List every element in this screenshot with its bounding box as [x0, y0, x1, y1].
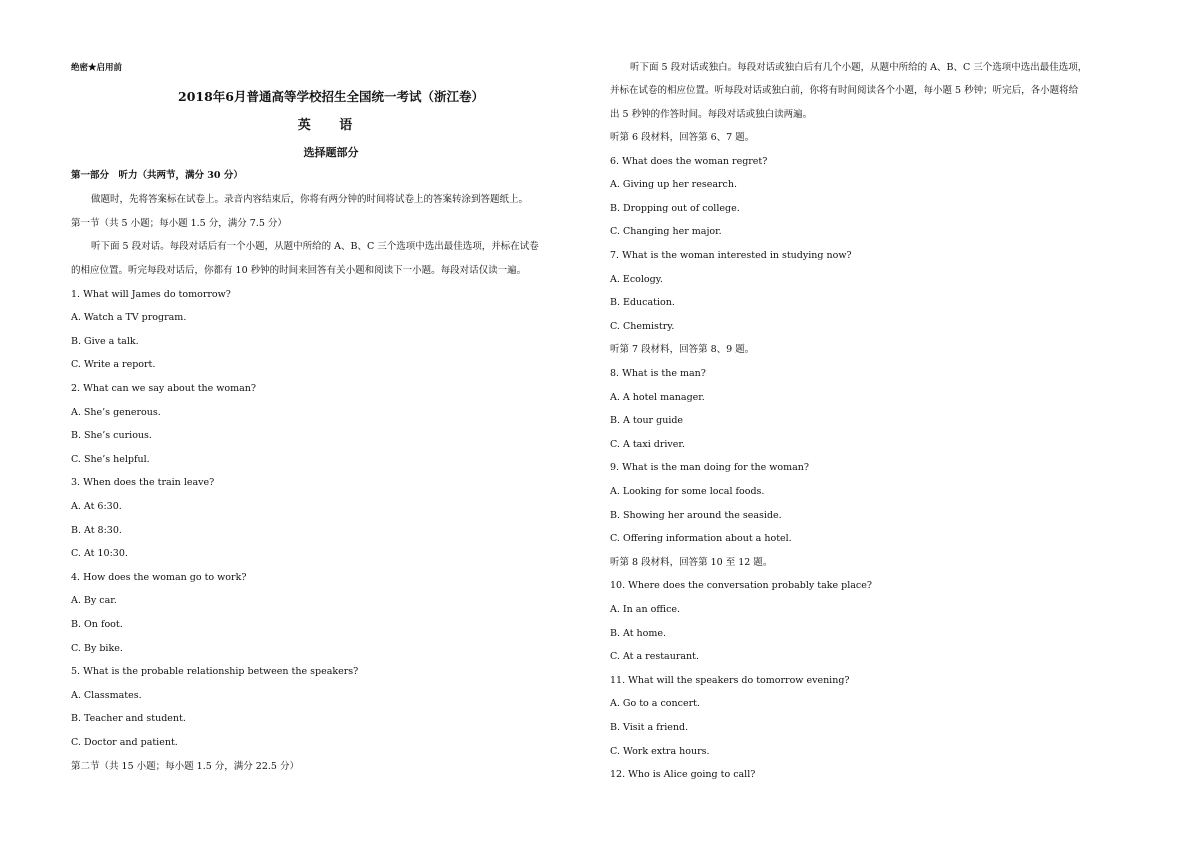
exam-title: 2018年6月普通高等学校招生全国统一考试（浙江卷） [178, 89, 484, 104]
section-two-instructions-line2: 并标在试卷的相应位置。听每段对话或独白前，你将有时间阅读各个小题，每小题 5 秒钟；听完后，各小题将给 [610, 85, 1079, 96]
question-5: 5. What is the probable relationship between the speakers? [71, 666, 359, 677]
question-8-option-c: C. A taxi driver. [610, 439, 685, 450]
question-6-option-b: B. Dropping out of college. [610, 203, 740, 214]
question-11-option-b: B. Visit a friend. [610, 722, 689, 733]
question-1-option-a: A. Watch a TV program. [71, 312, 187, 323]
part-one-heading: 第一部分 听力（共两节，满分 30 分） [71, 170, 243, 181]
instructions-answer-transfer: 做题时，先将答案标在试卷上。录音内容结束后，你将有两分钟的时间将试卷上的答案转涂到答题纸上。 [91, 194, 529, 205]
question-7: 7. What is the woman interested in studying now? [610, 250, 852, 261]
question-6: 6. What does the woman regret? [610, 156, 768, 167]
question-10: 10. Where does the conversation probably take place? [610, 580, 872, 591]
question-3: 3. When does the train leave? [71, 477, 215, 488]
material-7-heading: 听第 7 段材料，回答第 8、9 题。 [610, 344, 755, 355]
section-one-heading: 第一节（共 5 小题；每小题 1.5 分，满分 7.5 分） [71, 218, 287, 229]
question-4-option-b: B. On foot. [71, 619, 123, 630]
question-5-option-a: A. Classmates. [71, 690, 142, 701]
question-4: 4. How does the woman go to work? [71, 572, 247, 583]
question-4-option-a: A. By car. [71, 595, 117, 606]
question-8: 8. What is the man? [610, 368, 706, 379]
section-two-instructions-line3: 出 5 秒钟的作答时间。每段对话或独白读两遍。 [610, 109, 813, 120]
question-8-option-b: B. A tour guide [610, 415, 684, 426]
question-11-option-c: C. Work extra hours. [610, 746, 710, 757]
question-4-option-c: C. By bike. [71, 643, 123, 654]
question-2-option-c: C. She’s helpful. [71, 454, 150, 465]
question-1-option-c: C. Write a report. [71, 359, 156, 370]
material-6-heading: 听第 6 段材料，回答第 6、7 题。 [610, 132, 755, 143]
question-2-option-b: B. She’s curious. [71, 430, 152, 441]
question-9-option-a: A. Looking for some local foods. [610, 486, 765, 497]
confidential-label: 绝密★启用前 [71, 63, 123, 73]
part-title: 选择题部分 [303, 146, 359, 159]
question-8-option-a: A. A hotel manager. [610, 392, 705, 403]
question-5-option-c: C. Doctor and patient. [71, 737, 178, 748]
question-2: 2. What can we say about the woman? [71, 383, 257, 394]
question-3-option-a: A. At 6:30. [71, 501, 122, 512]
question-11-option-a: A. Go to a concert. [610, 698, 700, 709]
question-7-option-a: A. Ecology. [610, 274, 663, 285]
section-two-heading: 第二节（共 15 小题；每小题 1.5 分，满分 22.5 分） [71, 761, 299, 772]
section-one-instructions-line2: 的相应位置。听完每段对话后，你都有 10 秒钟的时间来回答有关小题和阅读下一小题。每段对话仅读一遍。 [71, 265, 527, 276]
question-11: 11. What will the speakers do tomorrow evening? [610, 675, 850, 686]
question-10-option-b: B. At home. [610, 628, 667, 639]
question-7-option-c: C. Chemistry. [610, 321, 675, 332]
question-9-option-b: B. Showing her around the seaside. [610, 510, 782, 521]
question-12: 12. Who is Alice going to call? [610, 769, 756, 780]
question-9-option-c: C. Offering information about a hotel. [610, 533, 792, 544]
question-7-option-b: B. Education. [610, 297, 675, 308]
question-1: 1. What will James do tomorrow? [71, 289, 231, 300]
question-3-option-b: B. At 8:30. [71, 525, 122, 536]
question-10-option-c: C. At a restaurant. [610, 651, 699, 662]
question-1-option-b: B. Give a talk. [71, 336, 139, 347]
question-2-option-a: A. She’s generous. [71, 407, 161, 418]
question-5-option-b: B. Teacher and student. [71, 713, 186, 724]
question-6-option-a: A. Giving up her research. [610, 179, 737, 190]
question-6-option-c: C. Changing her major. [610, 226, 722, 237]
section-two-instructions-line1: 听下面 5 段对话或独白。每段对话或独白后有几个小题，从题中所给的 A、B、C 三个选项中选出最佳选项， [630, 62, 1088, 73]
subject-title: 英 语 [297, 118, 365, 133]
material-8-heading: 听第 8 段材料，回答第 10 至 12 题。 [610, 557, 773, 568]
question-10-option-a: A. In an office. [610, 604, 681, 615]
section-one-instructions-line1: 听下面 5 段对话。每段对话后有一个小题，从题中所给的 A、B、C 三个选项中选出最佳选项，并标在试卷 [91, 241, 539, 252]
question-9: 9. What is the man doing for the woman? [610, 462, 809, 473]
question-3-option-c: C. At 10:30. [71, 548, 128, 559]
